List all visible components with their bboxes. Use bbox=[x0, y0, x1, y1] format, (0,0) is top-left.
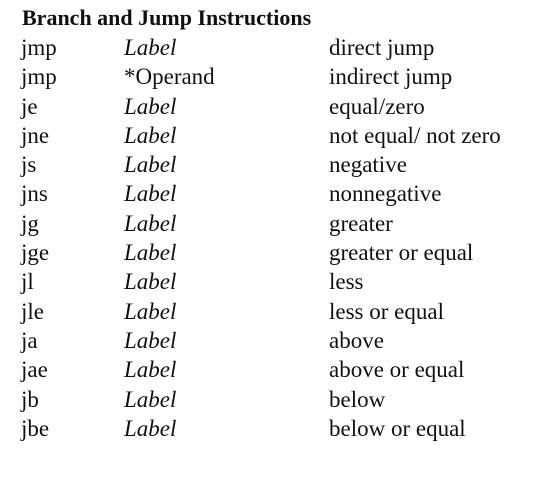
instruction-mnemonic: jge bbox=[21, 240, 50, 266]
instruction-row bbox=[0, 238, 552, 267]
instruction-description: below bbox=[329, 386, 386, 412]
instruction-mnemonic: js bbox=[21, 152, 37, 178]
instruction-operand: Label bbox=[124, 269, 177, 295]
instruction-description: less or equal bbox=[329, 298, 444, 324]
instruction-mnemonic: ja bbox=[21, 327, 38, 353]
instruction-mnemonic: jbe bbox=[21, 415, 50, 441]
instruction-row bbox=[0, 33, 552, 62]
instruction-mnemonic: je bbox=[21, 93, 38, 119]
instruction-operand: Label bbox=[124, 327, 177, 353]
instruction-operand: Label bbox=[124, 93, 177, 119]
instruction-operand: *Operand bbox=[124, 64, 215, 90]
instruction-list bbox=[0, 33, 552, 443]
instruction-mnemonic: jae bbox=[21, 357, 48, 383]
instruction-mnemonic: jg bbox=[21, 210, 39, 236]
instruction-description: greater bbox=[329, 210, 393, 236]
instruction-row bbox=[0, 326, 552, 355]
instruction-description: negative bbox=[329, 152, 407, 178]
instruction-description: direct jump bbox=[329, 35, 435, 60]
instruction-row bbox=[0, 209, 552, 238]
instruction-row bbox=[0, 267, 552, 296]
instruction-row bbox=[0, 150, 552, 179]
instruction-operand: Label bbox=[124, 298, 177, 324]
instruction-row bbox=[0, 297, 552, 326]
instruction-description: less bbox=[329, 269, 364, 295]
instruction-operand: Label bbox=[124, 122, 177, 148]
instruction-description: indirect jump bbox=[329, 64, 453, 90]
instruction-description: above bbox=[329, 327, 384, 353]
page-title: Branch and Jump Instructions bbox=[22, 5, 312, 30]
instruction-description: not equal/ not zero bbox=[329, 122, 501, 148]
instruction-description: nonnegative bbox=[329, 181, 442, 207]
instruction-description: below or equal bbox=[329, 415, 466, 441]
instruction-row bbox=[0, 414, 552, 443]
instruction-operand: Label bbox=[124, 415, 177, 441]
instruction-mnemonic: jb bbox=[21, 386, 39, 412]
instruction-operand: Label bbox=[124, 152, 177, 178]
instruction-operand: Label bbox=[124, 181, 177, 207]
instruction-operand: Label bbox=[124, 240, 177, 266]
instruction-description: equal/zero bbox=[329, 93, 425, 119]
instruction-row bbox=[0, 355, 552, 384]
instruction-operand: Label bbox=[124, 357, 177, 383]
instruction-description: above or equal bbox=[329, 357, 465, 383]
instruction-mnemonic: jmp bbox=[21, 35, 57, 60]
instruction-mnemonic: jne bbox=[21, 122, 50, 148]
instruction-operand: Label bbox=[124, 386, 177, 412]
instruction-operand: Label bbox=[124, 210, 177, 236]
instruction-mnemonic: jns bbox=[21, 181, 48, 207]
instruction-row bbox=[0, 179, 552, 208]
instruction-mnemonic: jl bbox=[21, 269, 34, 295]
instruction-mnemonic: jle bbox=[21, 298, 44, 324]
instruction-row bbox=[0, 92, 552, 121]
instruction-mnemonic: jmp bbox=[21, 64, 57, 90]
instruction-row bbox=[0, 62, 552, 91]
instruction-operand: Label bbox=[124, 35, 177, 60]
instruction-description: greater or equal bbox=[329, 240, 474, 266]
instruction-row bbox=[0, 121, 552, 150]
instruction-row bbox=[0, 385, 552, 414]
